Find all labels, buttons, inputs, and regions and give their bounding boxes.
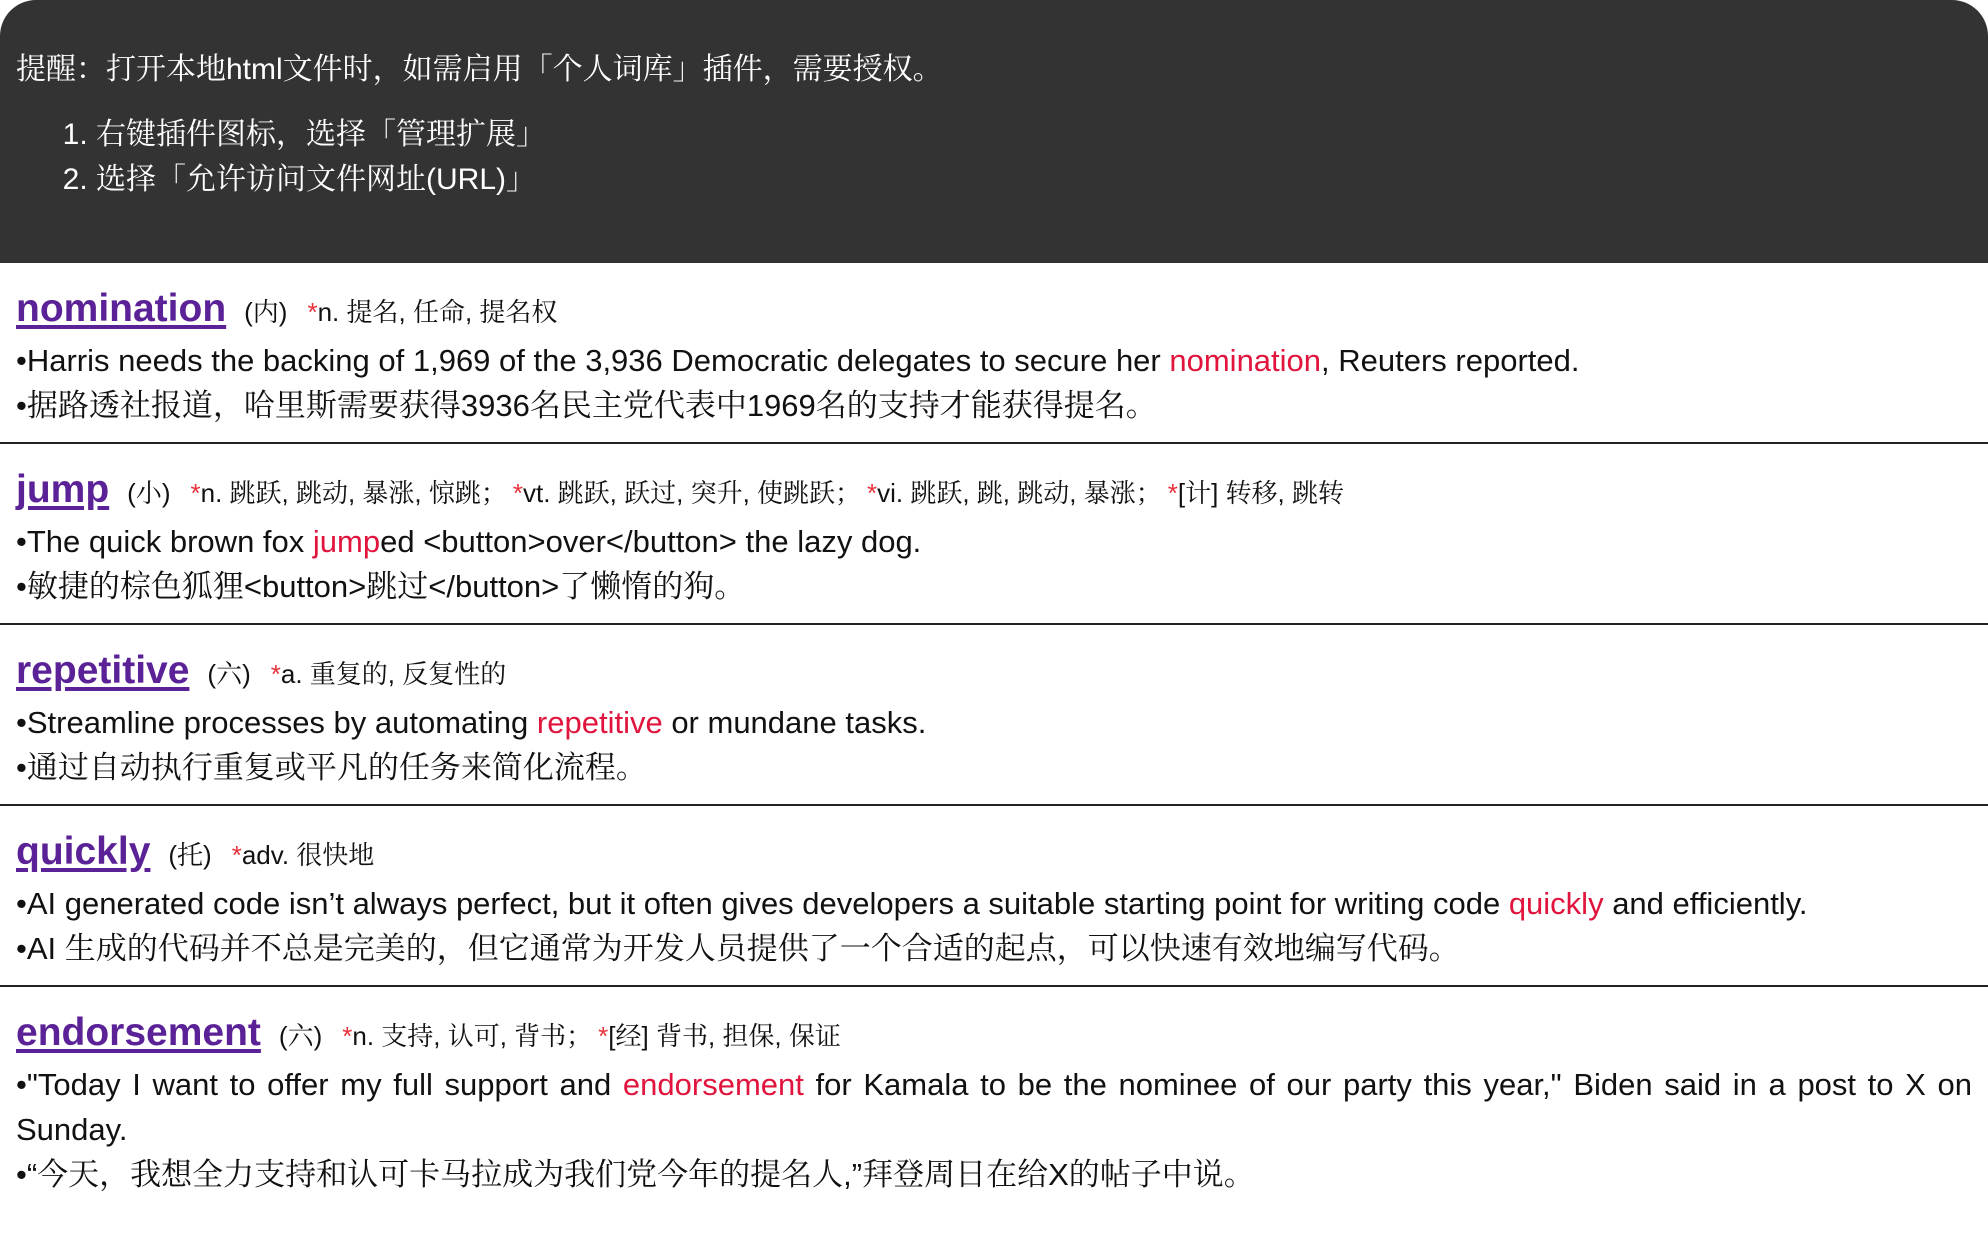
highlighted-word: endorsement: [622, 1067, 804, 1102]
star-icon: *: [512, 478, 523, 508]
headword-link[interactable]: endorsement: [16, 1011, 261, 1054]
star-icon: *: [342, 1021, 353, 1051]
word-tag: (六): [278, 1021, 323, 1051]
notice-title: 提醒：打开本地html文件时，如需启用「个人词库」插件，需要授权。: [16, 53, 943, 86]
word-entry: [0, 444, 1988, 625]
definition: n. 跳跃, 跳动, 暴涨, 惊跳；: [200, 478, 507, 508]
definition: n. 提名, 任命, 提名权: [317, 297, 558, 327]
star-icon: *: [1167, 478, 1178, 508]
star-icon: *: [598, 1021, 609, 1051]
word-entry: [0, 625, 1988, 806]
example-translation: •通过自动执行重复或平凡的任务来简化流程。: [16, 750, 647, 785]
example-sentence: •The quick brown fox jumped <button>over</button> the lazy dog.: [16, 524, 922, 559]
star-icon: *: [867, 478, 878, 508]
example-text: and efficiently.: [1603, 886, 1808, 921]
notice-step: 1. 右键插件图标，选择「管理扩展」: [96, 112, 1972, 157]
example-text: "Today I want to offer my full support and: [26, 1067, 623, 1102]
definition: vt. 跳跃, 跃过, 突升, 使跳跃；: [523, 478, 862, 508]
example-sentence: •AI generated code isn’t always perfect, but it often gives developers a suitable starting point for writing code quickly and efficiently.: [16, 886, 1808, 921]
highlighted-word: repetitive: [536, 705, 663, 740]
example-text: or mundane tasks.: [662, 705, 927, 740]
definition: [计] 转移, 跳转: [1177, 478, 1344, 508]
example-translation: •“今天，我想全力支持和认可卡马拉成为我们党今年的提名人,”拜登周日在给X的帖子中说。: [16, 1157, 1255, 1192]
definition: a. 重复的, 反复性的: [280, 659, 507, 689]
example-text: Harris needs the backing of 1,969 of the 3,936 Democratic delegates to secure her: [26, 343, 1170, 378]
word-tag: (小): [127, 478, 171, 508]
word-entry: [0, 806, 1988, 987]
notice-step: 2. 选择「允许访问文件网址(URL)」: [96, 157, 1972, 202]
definition: adv. 很快地: [241, 840, 375, 870]
word-entry: [0, 987, 1988, 1211]
headword-link[interactable]: nomination: [16, 287, 227, 330]
notice-steps: [16, 112, 1972, 202]
example-text: The quick brown fox: [26, 524, 313, 559]
star-icon: *: [190, 478, 201, 508]
definition: [经] 背书, 担保, 保证: [608, 1021, 841, 1051]
headword-link[interactable]: quickly: [16, 830, 151, 873]
example-sentence: •"Today I want to offer my full support and endorsement for Kamala to be the nominee of our party this year," Biden said in a post to X on Sunday.: [16, 1067, 1972, 1147]
highlighted-word: nomination: [1169, 343, 1322, 378]
highlighted-word: jump: [312, 524, 381, 559]
translation-text: “今天，我想全力支持和认可卡马拉成为我们党今年的提名人,”拜登周日在给X的帖子中说。: [26, 1157, 1255, 1192]
example-sentence: •Harris needs the backing of 1,969 of the 3,936 Democratic delegates to secure her nomination, Reuters reported.: [16, 343, 1580, 378]
word-tag: (六): [207, 659, 251, 689]
translation-text: AI 生成的代码并不总是完美的，但它通常为开发人员提供了一个合适的起点，可以快速有效地编写代码。: [26, 931, 1460, 966]
definition: n. 支持, 认可, 背书；: [352, 1021, 593, 1051]
headword-link[interactable]: repetitive: [16, 649, 190, 692]
word-tag: (托): [168, 840, 212, 870]
example-translation: •据路透社报道，哈里斯需要获得3936名民主党代表中1969名的支持才能获得提名。: [16, 388, 1157, 423]
example-text: for Kamala to be the nominee of our party this year," Biden said in a post to X on Sunday.: [16, 1067, 1972, 1147]
example-sentence: •Streamline processes by automating repetitive or mundane tasks.: [16, 705, 927, 740]
star-icon: *: [307, 297, 318, 327]
example-text: , Reuters reported.: [1321, 343, 1580, 378]
example-translation: •AI 生成的代码并不总是完美的，但它通常为开发人员提供了一个合适的起点，可以快速有效地编写代码。: [16, 931, 1460, 966]
highlighted-word: quickly: [1508, 886, 1604, 921]
definition: vi. 跳跃, 跳, 跳动, 暴涨；: [877, 478, 1162, 508]
word-list: [0, 263, 1988, 1211]
star-icon: *: [231, 840, 242, 870]
example-text: AI generated code isn’t always perfect, but it often gives developers a suitable starting point for writing code: [26, 886, 1509, 921]
word-entry: [0, 263, 1988, 444]
example-text: ed <button>over</button> the lazy dog.: [380, 524, 922, 559]
translation-text: 通过自动执行重复或平凡的任务来简化流程。: [26, 750, 647, 785]
translation-text: 据路透社报道，哈里斯需要获得3936名民主党代表中1969名的支持才能获得提名。: [26, 388, 1157, 423]
word-tag: (内): [244, 297, 288, 327]
authorization-notice: [0, 0, 1988, 263]
example-text: Streamline processes by automating: [26, 705, 537, 740]
example-translation: •敏捷的棕色狐狸<button>跳过</button>了懒惰的狗。: [16, 569, 746, 604]
translation-text: 敏捷的棕色狐狸<button>跳过</button>了懒惰的狗。: [26, 569, 746, 604]
headword-link[interactable]: jump: [16, 468, 110, 511]
star-icon: *: [270, 659, 281, 689]
